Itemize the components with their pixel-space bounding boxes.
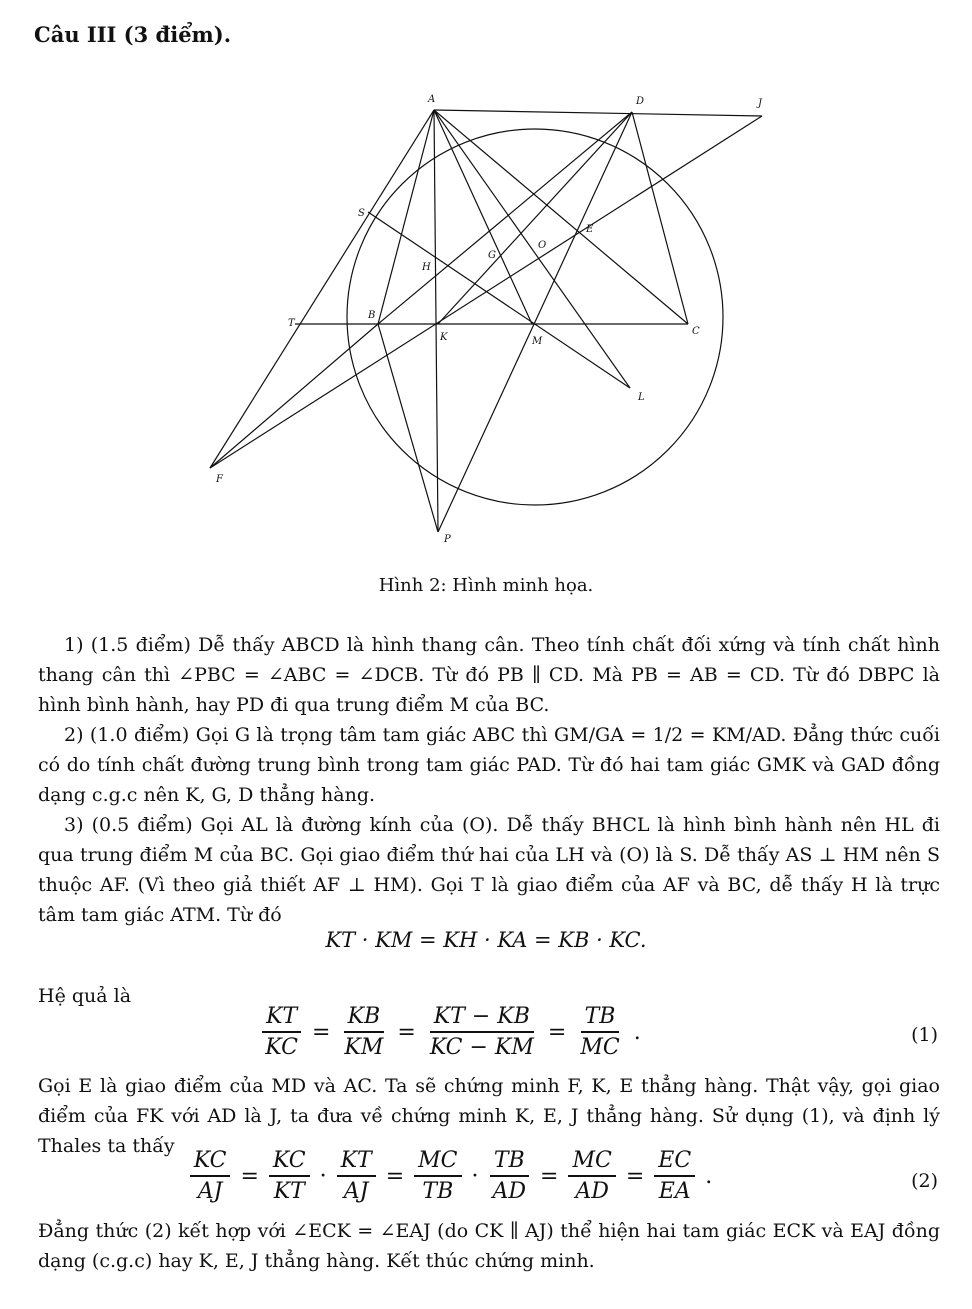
geometry-figure <box>190 82 770 552</box>
operator: = <box>547 1019 567 1045</box>
circle-o <box>347 129 723 505</box>
line-dc <box>632 112 688 324</box>
line-db <box>378 112 632 324</box>
equation-number-1: (1) <box>911 1024 938 1046</box>
label-p: P <box>444 534 451 545</box>
operator: = <box>397 1019 416 1045</box>
geometry-diagram <box>190 82 770 552</box>
line-af <box>210 110 434 468</box>
line-ab <box>378 110 434 324</box>
line-dp <box>438 112 632 532</box>
fraction: $\frac{KC}{AJ}$ <box>190 1148 231 1204</box>
paragraph-part-2: 2) (1.0 điểm) Gọi G là trọng tâm tam giác ABC thì GM/GA = 1/2 = KM/AD. Đẳng thức cuối có do tính chất đường trung bình trong tam giác PAD. Từ đó hai tam giác GMK và GAD đồng dạng c.g.c nên K, G, D thẳng hàng. <box>38 724 940 806</box>
figure-caption: Hình 2: Hình minh họa. <box>378 575 594 596</box>
label-g: G <box>488 250 496 261</box>
operator: = <box>625 1163 645 1189</box>
line-aj <box>434 110 762 116</box>
fraction: $\frac{EC}{EA}$ <box>654 1148 695 1204</box>
operator: · <box>471 1163 479 1189</box>
operator: = <box>540 1163 559 1189</box>
question-heading: Câu III (3 điểm). <box>34 22 232 47</box>
label-b: B <box>368 310 376 321</box>
equation-2 <box>0 1148 900 1204</box>
label-f: F <box>216 474 223 485</box>
equation-main: KT · KM = KH · KA = KB · KC. <box>325 928 647 952</box>
line-am <box>434 110 532 324</box>
label-h: H <box>422 262 431 273</box>
fraction: $\frac{KT}{KC}$ <box>261 1004 302 1060</box>
line-fb <box>210 324 378 468</box>
equation-number-2: (2) <box>911 1170 938 1192</box>
line-ac <box>434 110 688 324</box>
operator: = <box>385 1163 405 1189</box>
operator: = <box>311 1019 331 1045</box>
fraction: $\frac{KB}{KM}$ <box>344 1004 384 1060</box>
fraction: $\frac{TB}{MC}$ <box>580 1004 620 1060</box>
consequence-label: Hệ quả là <box>38 985 132 1007</box>
paragraph-part-3: 3) (0.5 điểm) Gọi AL là đường kính của (O). Dễ thấy BHCL là hình bình hành nên HL đi qua trung điểm M của BC. Gọi giao điểm thứ hai của LH và (O) là S. Dễ thấy AS ⊥ HM nên S thuộc AF. (Vì theo giả thiết AF ⊥ HM). Gọi T là giao điểm của AF và BC, dễ thấy H là trực tâm tam giác ATM. Từ đó <box>38 814 940 926</box>
solution-parts-1-3 <box>38 630 940 930</box>
equation-1 <box>0 1004 900 1060</box>
operator: . <box>633 1019 641 1045</box>
operator: . <box>705 1163 713 1189</box>
paragraph-4: Gọi E là giao điểm của MD và AC. Ta sẽ chứng minh F, K, E thẳng hàng. Thật vậy, gọi giao điểm của FK với AD là J, ta đưa về chứng minh K, E, J thẳng hàng. Sử dụng (1), và định lý Thales ta thấy <box>38 1075 940 1157</box>
fraction: $\frac{KC}{KT}$ <box>269 1148 310 1204</box>
label-o: O <box>538 240 547 251</box>
fraction: $\frac{TB}{AD}$ <box>489 1148 531 1204</box>
operator: · <box>319 1163 327 1189</box>
fraction: $\frac{KT}{AJ}$ <box>337 1148 376 1204</box>
line-bp <box>378 324 438 532</box>
fraction: $\frac{KT - KB}{KC - KM}$ <box>429 1004 534 1060</box>
label-e: E <box>586 224 594 235</box>
label-m: M <box>532 336 543 347</box>
label-j: J <box>758 98 763 109</box>
paragraph-5: Đẳng thức (2) kết hợp với ∠ECK = ∠EAJ (do CK ∥ AJ) thể hiện hai tam giác ECK và EAJ đồng dạng (c.g.c) hay K, E, J thẳng hàng. Kết thúc chứng minh. <box>38 1220 940 1272</box>
label-a: A <box>428 94 436 105</box>
label-t: T <box>288 318 295 329</box>
label-l: L <box>638 392 645 403</box>
label-k: K <box>440 332 448 343</box>
line-ap <box>434 110 438 532</box>
operator: = <box>240 1163 259 1189</box>
label-s: S <box>358 208 365 219</box>
paragraph-part-1: 1) (1.5 điểm) Dễ thấy ABCD là hình thang cân. Theo tính chất đối xứng và tính chất hình thang cân thì ∠PBC = ∠ABC = ∠DCB. Từ đó PB ∥ CD. Mà PB = AB = CD. Từ đó DBPC là hình bình hành, hay PD đi qua trung điểm M của BC. <box>38 634 940 716</box>
label-c: C <box>692 326 700 337</box>
label-d: D <box>636 96 645 107</box>
point-labels <box>215 94 763 545</box>
paragraph-conclusion <box>38 1216 940 1276</box>
fraction: $\frac{MC}{TB}$ <box>414 1148 461 1204</box>
fraction: $\frac{MC}{AD}$ <box>568 1148 615 1204</box>
